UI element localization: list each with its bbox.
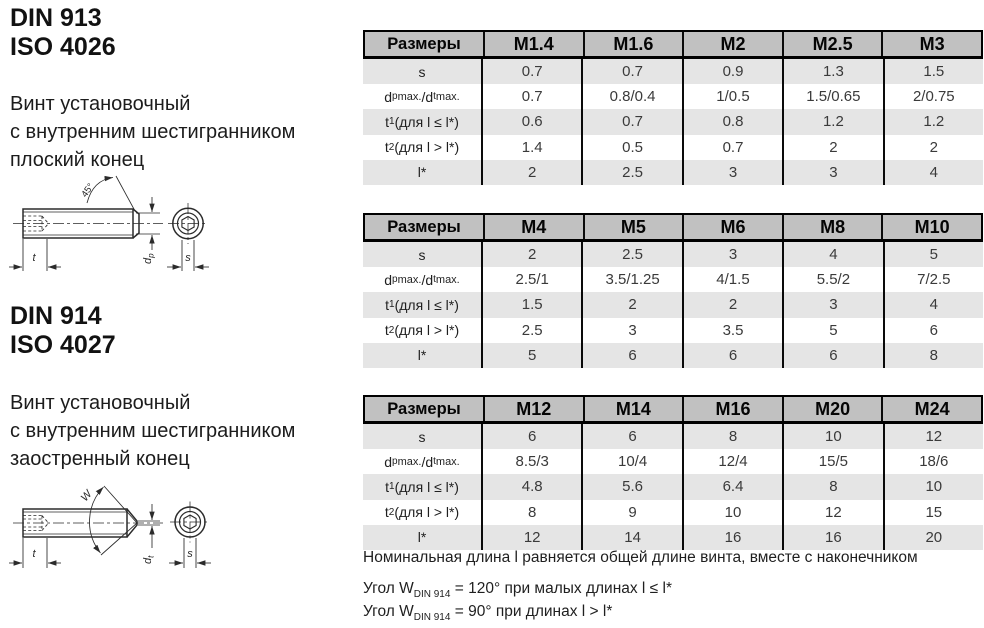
value-cell: 6	[581, 424, 681, 449]
angle-note-rest: = 120° при малых длинах l ≤ l*	[450, 580, 672, 597]
product-description-din914	[10, 389, 295, 473]
value-cell: 3.5/1.25	[581, 267, 681, 292]
size-column-header: M8	[782, 215, 882, 239]
dt-dimension	[138, 504, 160, 564]
size-column-header: M10	[881, 215, 981, 239]
angle-note-90	[363, 603, 612, 623]
row-label: l*	[417, 347, 427, 364]
value-cell: 2	[581, 292, 681, 317]
angle-note-prefix: Угол W	[363, 603, 414, 620]
value-cell: 2	[883, 135, 983, 160]
row-label: l*	[417, 164, 427, 181]
value-cell: 0.8/0.4	[581, 84, 681, 109]
value-cell: 6.4	[682, 474, 782, 499]
value-cell: 14	[581, 525, 681, 550]
value-cell: 1.5	[883, 59, 983, 84]
size-column-header: M2	[682, 32, 782, 56]
value-cell: 20	[883, 525, 983, 550]
nominal-length-note: Номинальная длина l равняется общей длине винта, вместе с наконечником	[363, 549, 918, 566]
description-line: плоский конец	[10, 149, 145, 171]
value-cell: 3	[782, 292, 882, 317]
dp-label: $d_p$	[142, 253, 156, 264]
din913-flat-point-drawing	[5, 172, 240, 277]
row-label: s	[418, 246, 426, 263]
table-row	[363, 474, 983, 499]
angle-w-label: W	[78, 488, 95, 504]
value-cell: 6	[581, 343, 681, 368]
screw-end-view	[170, 502, 210, 543]
value-cell: 0.7	[682, 135, 782, 160]
t-label: t	[32, 252, 36, 264]
size-column-header: M16	[682, 397, 782, 421]
s-label: s	[185, 252, 191, 264]
table-row	[363, 525, 983, 550]
value-cell: 9	[581, 500, 681, 525]
value-cell: 15	[883, 500, 983, 525]
description-line: заостренный конец	[10, 448, 190, 470]
value-cell: 10	[782, 424, 882, 449]
value-cell: 2	[481, 242, 581, 267]
value-cell: 1/0.5	[682, 84, 782, 109]
value-cell: 2.5	[581, 160, 681, 185]
chamfer-angle-annotation	[79, 176, 135, 211]
standard-heading-din914	[10, 302, 116, 360]
table-row	[363, 84, 983, 109]
table-row	[363, 500, 983, 525]
value-cell: 3	[581, 318, 681, 343]
din-number: DIN 913	[10, 4, 102, 32]
row-label: l*	[417, 529, 427, 546]
value-cell: 0.8	[682, 109, 782, 134]
value-cell: 4	[883, 292, 983, 317]
description-line: с внутренним шестигранником	[10, 420, 296, 442]
value-cell: 3	[682, 160, 782, 185]
table-row	[363, 109, 983, 134]
value-cell: 2.5	[481, 318, 581, 343]
size-column-header: M2.5	[782, 32, 882, 56]
value-cell: 1.5/0.65	[782, 84, 882, 109]
value-cell: 6	[782, 343, 882, 368]
row-label: d p max. /d t max.	[384, 271, 460, 288]
value-cell: 5	[883, 242, 983, 267]
value-cell: 4	[782, 242, 882, 267]
value-cell: 8	[682, 424, 782, 449]
value-cell: 8	[782, 474, 882, 499]
table-header-row	[363, 213, 983, 242]
table-row	[363, 449, 983, 474]
value-cell: 12/4	[682, 449, 782, 474]
value-cell: 5.5/2	[782, 267, 882, 292]
t-dimension	[9, 239, 61, 271]
value-cell: 0.5	[581, 135, 681, 160]
table-row	[363, 267, 983, 292]
din914-cone-point-drawing	[5, 468, 240, 576]
value-cell: 0.7	[581, 109, 681, 134]
row-label: s	[418, 63, 426, 80]
value-cell: 4.8	[481, 474, 581, 499]
angle-note-subscript: DIN 914	[413, 589, 451, 601]
table-row	[363, 318, 983, 343]
standard-heading-din913	[10, 4, 116, 62]
value-cell: 0.7	[581, 59, 681, 84]
angle-note-prefix: Угол W	[363, 580, 414, 597]
value-cell: 5	[782, 318, 882, 343]
value-cell: 12	[481, 525, 581, 550]
value-cell: 0.9	[682, 59, 782, 84]
screw-side-view	[13, 509, 163, 537]
description-line: Винт установочный	[10, 392, 191, 414]
s-dimension	[167, 240, 209, 271]
size-column-header: M1.4	[483, 32, 583, 56]
value-cell: 3.5	[682, 318, 782, 343]
value-cell: 1.2	[782, 109, 882, 134]
row-label: t 1 (для l ≤ l*)	[385, 478, 459, 495]
dt-label: $d_t$	[142, 555, 156, 564]
cone-angle-annotation	[79, 486, 137, 555]
value-cell: 2.5/1	[481, 267, 581, 292]
size-column-header: M4	[483, 215, 583, 239]
value-cell: 2	[682, 292, 782, 317]
size-column-header: M12	[483, 397, 583, 421]
angle-45-label: 45°	[79, 181, 97, 200]
value-cell: 10/4	[581, 449, 681, 474]
dimension-table-m12-m24	[363, 395, 983, 550]
product-description-din913	[10, 90, 295, 174]
table-row	[363, 135, 983, 160]
dimensions-header: Размеры	[387, 34, 461, 53]
row-label: t 2 (для l > l*)	[384, 322, 460, 339]
value-cell: 10	[682, 500, 782, 525]
value-cell: 5.6	[581, 474, 681, 499]
iso-number: ISO 4026	[10, 33, 116, 61]
value-cell: 12	[782, 500, 882, 525]
dimensions-header: Размеры	[387, 399, 461, 418]
value-cell: 0.6	[481, 109, 581, 134]
table-header-row	[363, 30, 983, 59]
value-cell: 3	[682, 242, 782, 267]
value-cell: 2	[481, 160, 581, 185]
value-cell: 16	[782, 525, 882, 550]
value-cell: 1.3	[782, 59, 882, 84]
angle-note-subscript: DIN 914	[413, 612, 451, 624]
value-cell: 1.4	[481, 135, 581, 160]
iso-number: ISO 4027	[10, 331, 116, 359]
value-cell: 12	[883, 424, 983, 449]
value-cell: 8	[883, 343, 983, 368]
table-header-row	[363, 395, 983, 424]
screw-end-view	[168, 203, 208, 244]
table-row	[363, 292, 983, 317]
table-row	[363, 59, 983, 84]
t-dimension	[9, 538, 61, 568]
angle-note-rest: = 90° при длинах l > l*	[450, 603, 613, 620]
row-label: d p max. /d t max.	[384, 88, 460, 105]
row-label: t 2 (для l > l*)	[384, 504, 460, 521]
value-cell: 2/0.75	[883, 84, 983, 109]
value-cell: 15/5	[782, 449, 882, 474]
description-line: Винт установочный	[10, 93, 191, 115]
s-label: s	[187, 548, 193, 560]
size-column-header: M24	[881, 397, 981, 421]
value-cell: 8.5/3	[481, 449, 581, 474]
value-cell: 6	[481, 424, 581, 449]
size-column-header: M1.6	[583, 32, 683, 56]
dimensions-header: Размеры	[387, 217, 461, 236]
size-column-header: M14	[583, 397, 683, 421]
value-cell: 18/6	[883, 449, 983, 474]
size-column-header: M5	[583, 215, 683, 239]
value-cell: 4/1.5	[682, 267, 782, 292]
row-label: t 1 (для l ≤ l*)	[385, 113, 459, 130]
row-label: t 1 (для l ≤ l*)	[385, 296, 459, 313]
description-line: с внутренним шестигранником	[10, 121, 296, 143]
value-cell: 10	[883, 474, 983, 499]
angle-note-120	[363, 580, 672, 600]
dimension-table-m4-m10	[363, 213, 983, 368]
table-row	[363, 424, 983, 449]
row-label: s	[418, 428, 426, 445]
value-cell: 3	[782, 160, 882, 185]
size-column-header: M20	[782, 397, 882, 421]
value-cell: 8	[481, 500, 581, 525]
din-number: DIN 914	[10, 302, 102, 330]
size-column-header: M6	[682, 215, 782, 239]
row-label: d p max. /d t max.	[384, 453, 460, 470]
value-cell: 0.7	[481, 59, 581, 84]
value-cell: 6	[682, 343, 782, 368]
size-column-header: M3	[881, 32, 981, 56]
dimension-table-m1_4-m3	[363, 30, 983, 185]
table-row	[363, 343, 983, 368]
value-cell: 1.5	[481, 292, 581, 317]
value-cell: 0.7	[481, 84, 581, 109]
value-cell: 2	[782, 135, 882, 160]
value-cell: 1.2	[883, 109, 983, 134]
value-cell: 4	[883, 160, 983, 185]
table-row	[363, 160, 983, 185]
t-label: t	[32, 548, 36, 560]
row-label: t 2 (для l > l*)	[384, 139, 460, 156]
table-row	[363, 242, 983, 267]
value-cell: 2.5	[581, 242, 681, 267]
value-cell: 7/2.5	[883, 267, 983, 292]
value-cell: 16	[682, 525, 782, 550]
value-cell: 5	[481, 343, 581, 368]
value-cell: 6	[883, 318, 983, 343]
